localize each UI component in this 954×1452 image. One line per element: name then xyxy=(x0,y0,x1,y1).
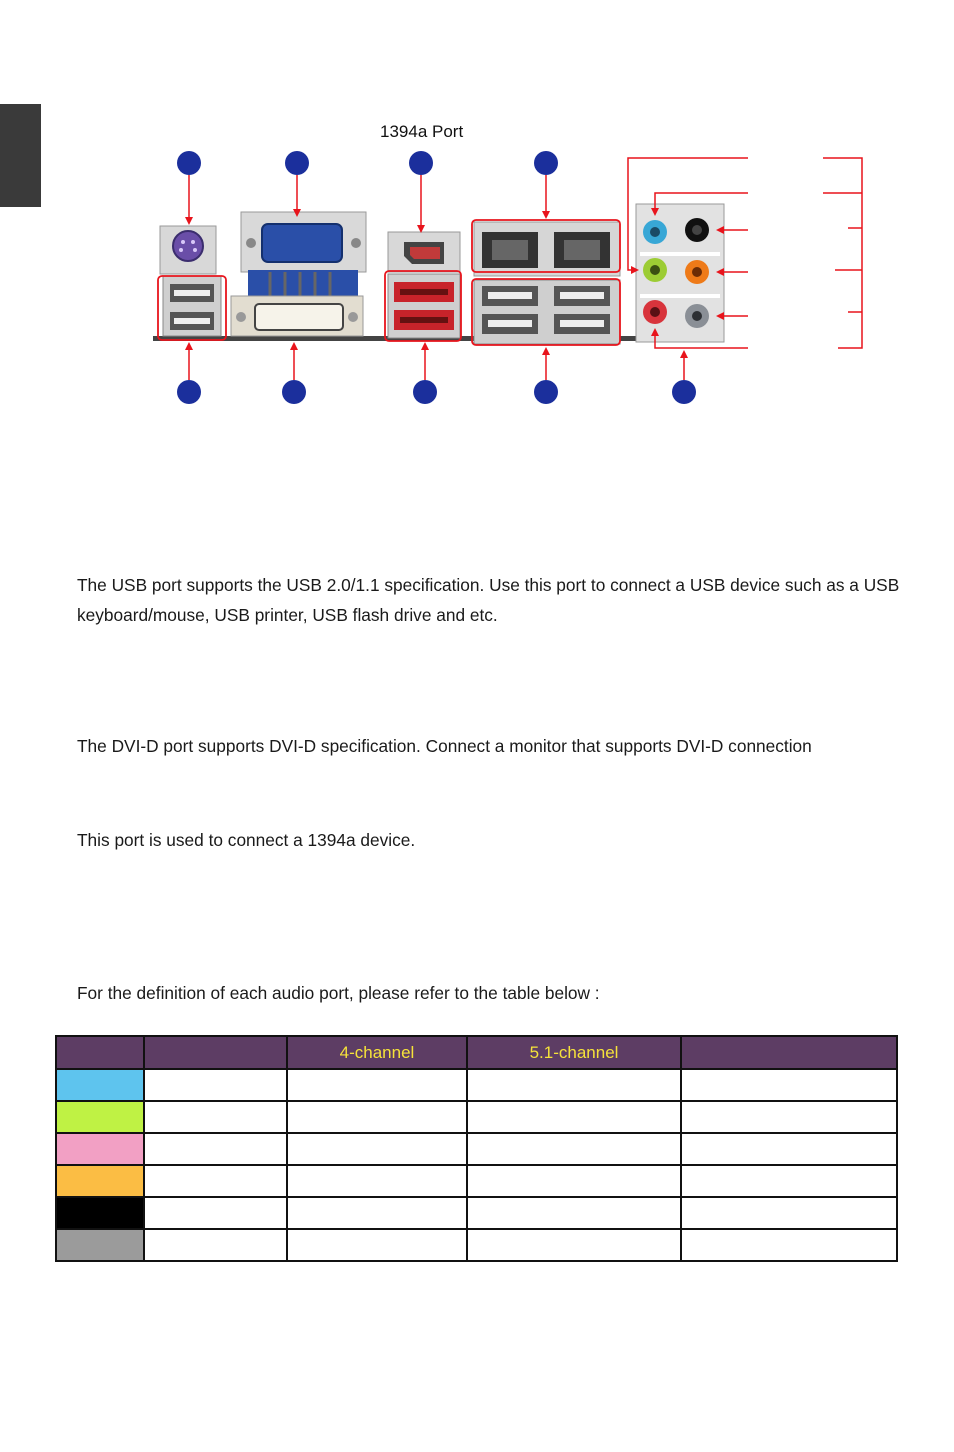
table-cell xyxy=(287,1069,467,1101)
header-cell xyxy=(681,1036,897,1069)
table-row xyxy=(56,1197,897,1229)
table-cell xyxy=(467,1101,681,1133)
table-row xyxy=(56,1101,897,1133)
table-cell xyxy=(681,1229,897,1261)
header-cell: 4-channel xyxy=(287,1036,467,1069)
firewire-port-icon xyxy=(388,232,460,272)
table-cell xyxy=(144,1229,287,1261)
table-cell xyxy=(287,1165,467,1197)
table-cell xyxy=(287,1133,467,1165)
table-header-row xyxy=(56,1036,897,1069)
table-cell xyxy=(144,1133,287,1165)
audio-port-table xyxy=(55,1035,898,1262)
audio-jack-icon xyxy=(636,204,724,342)
table-cell xyxy=(144,1069,287,1101)
color-swatch xyxy=(56,1069,144,1101)
firewire-description: This port is used to connect a 1394a device. xyxy=(77,830,416,850)
table-cell xyxy=(144,1101,287,1133)
color-swatch xyxy=(56,1133,144,1165)
top-markers xyxy=(177,151,558,231)
color-swatch xyxy=(56,1101,144,1133)
table-cell xyxy=(681,1165,897,1197)
table-row xyxy=(56,1069,897,1101)
table-cell xyxy=(467,1229,681,1261)
table-cell xyxy=(681,1101,897,1133)
table-cell xyxy=(467,1197,681,1229)
ps2-port-icon xyxy=(160,226,216,274)
dvi-description: The DVI-D port supports DVI-D specification. Connect a monitor that supports DVI-D connection xyxy=(77,736,812,756)
table-cell xyxy=(144,1165,287,1197)
firewire-caption: 1394a Port xyxy=(380,122,464,141)
color-swatch xyxy=(56,1165,144,1197)
header-cell: 5.1-channel xyxy=(467,1036,681,1069)
rj45-port-icon xyxy=(474,222,620,276)
table-cell xyxy=(681,1133,897,1165)
table-row xyxy=(56,1229,897,1261)
table-row xyxy=(56,1165,897,1197)
bottom-markers xyxy=(177,344,696,404)
table-cell xyxy=(467,1133,681,1165)
color-swatch xyxy=(56,1197,144,1229)
table-cell xyxy=(681,1197,897,1229)
table-cell xyxy=(287,1101,467,1133)
table-cell xyxy=(467,1165,681,1197)
table-cell xyxy=(287,1229,467,1261)
usb-port-icon xyxy=(163,276,221,336)
color-swatch xyxy=(56,1229,144,1261)
header-cell xyxy=(144,1036,287,1069)
vga-port-icon xyxy=(241,212,366,296)
table-cell xyxy=(467,1069,681,1101)
audio-description: For the definition of each audio port, please refer to the table below : xyxy=(77,983,600,1003)
table-row xyxy=(56,1133,897,1165)
usb-description: The USB port supports the USB 2.0/1.1 specification. Use this port to connect a USB device such as a USB keyboard/mouse, USB printer, USB flash drive and etc. xyxy=(77,575,900,625)
usb-port-icon xyxy=(474,280,620,344)
io-panel-diagram xyxy=(0,0,954,430)
dvi-port-icon xyxy=(231,296,363,336)
table-cell xyxy=(144,1197,287,1229)
table-cell xyxy=(287,1197,467,1229)
table-cell xyxy=(681,1069,897,1101)
esata-port-icon xyxy=(388,274,460,338)
header-cell xyxy=(56,1036,144,1069)
